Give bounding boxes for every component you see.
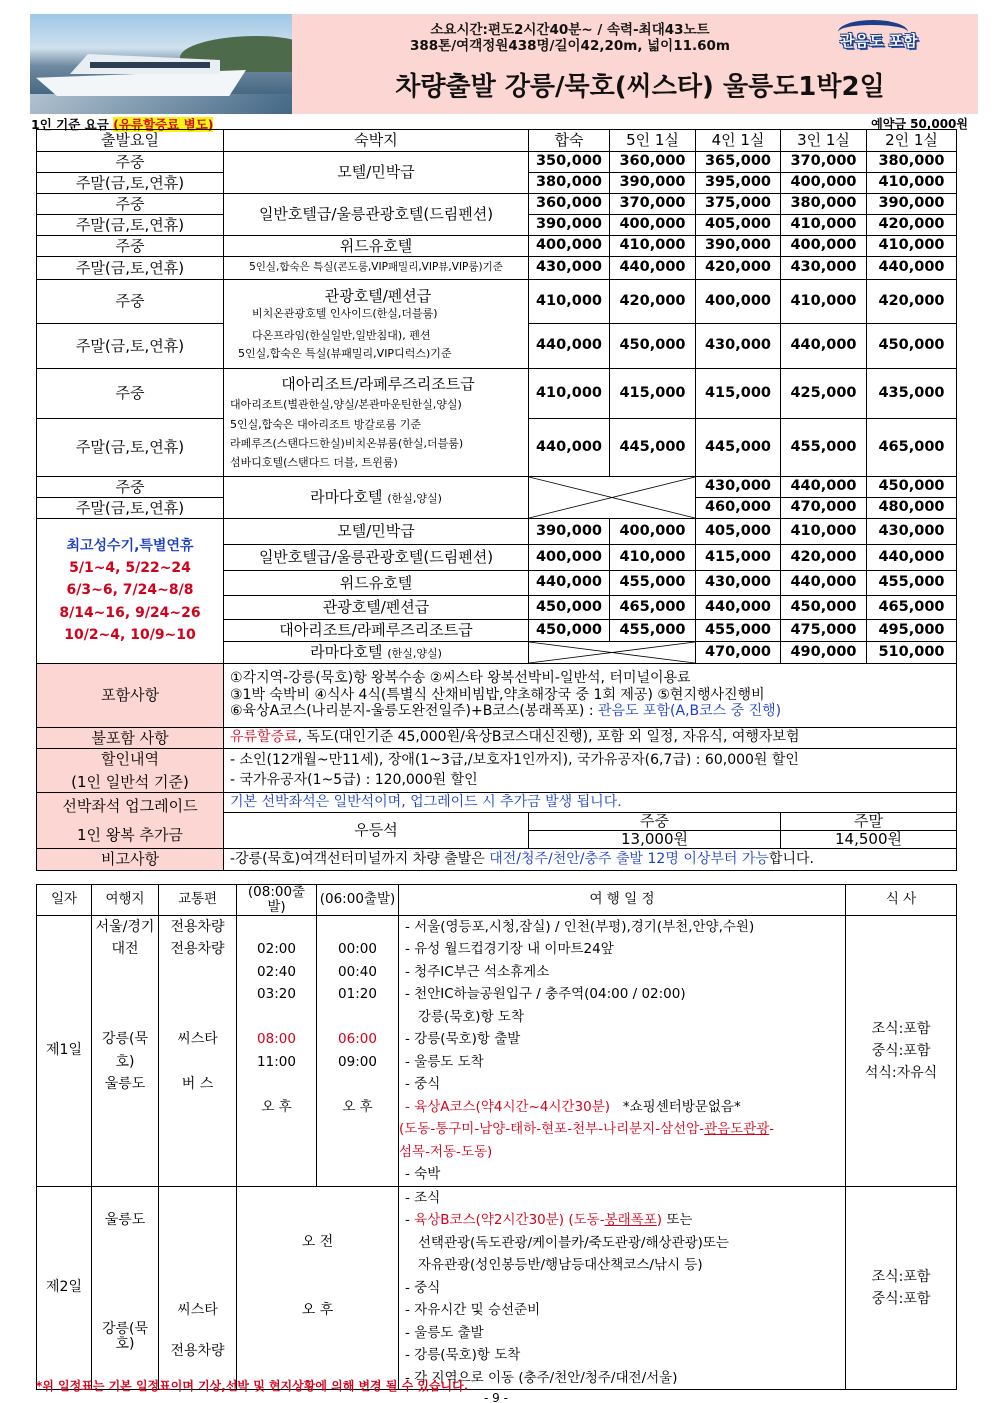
table-row: 주중 모텔/민박급 350,000 360,000 365,000 370,000 380,000 [37,152,957,173]
time-0800-column: 02:00 02:40 03:20 08:00 11:00 오 후 [237,915,317,1186]
lodging-note: 5인실,합숙은 특실(콘도룸,VIP패밀리,VIP뷰,VIP룸)기준 [224,257,529,280]
schedule-day-2 [37,1186,957,1390]
not-available-cross [529,477,696,519]
lodging-name: 모텔/민박급 [224,152,529,194]
itinerary-day-2: - 조식 - 육상B코스(약2시간30분) (도동-봉래폭포) 또는 선택관광(독도관광/케이블카/죽도관광/해상관광)또는 자유관광(성인봉등반/행남등대산책코스/낚시 등) - 중식 - 자유시간 및 승선준비 - 울릉도 출발 - 강릉(묵호)항 도착 - 각 지역으로 이동 (충주/천안/청주/대전/서울) [399,1186,846,1390]
page-number: - 9 - [484,1391,508,1403]
table-row: 주중 라마다호텔 (한실,양실) 430,000 440,000 450,000 [37,477,957,498]
table-row: 관광호텔/펜션급 450,000 465,000 440,000 450,000 465,000 [37,596,957,620]
meals-day-2: 조식:포함 중식:포함 [846,1186,957,1390]
table-row: 주말(금,토,연휴) 460,000 470,000 480,000 [37,498,957,519]
schedule-table [36,884,957,1390]
footnote: *위 일정표는 기본 일정표이며 기상,선박 및 현지상황에 의해 변경 될 수 있습니다. [36,1379,469,1393]
lodging-detail: 관광호텔/펜션급 비치온관광호텔 인사이드(한실,더블룸) 다온프라임(한실일반,일반침대), 펜션 5인실,합숙은 특실(뷰패밀리,VIP디럭스)기준 [224,280,529,369]
included-label: 포함사항 [37,664,224,728]
time-0600-column: 00:00 00:40 01:20 06:00 09:00 오 후 [317,915,399,1186]
fuel-surcharge-note: (유류할증료 별도) [113,117,214,132]
places-column: 울릉도 강릉(묵호) [92,1186,159,1390]
day-label: 제2일 [37,1186,92,1390]
remarks-label: 비고사항 [37,849,224,871]
itinerary-day-1: - 서울(영등포,시청,잠실) / 인천(부평),경기(부천,안양,수원) - 유성 월드컵경기장 내 이마트24앞 - 청주IC부근 석소휴게소 - 천안IC하늘공원입구 / 충주역(04:00 / 02:00) 강릉(묵호)항 도착 - 강릉(묵호)항 출발 - 울릉도 도착 - 중식 - 육상A코스(약4시간~4시간30분) *쇼핑센터방문없음* (도동-통구미-남양-태하-현포-천부-나리분지-삼선암-관음도관광- 섬목-저동-도동) - 숙박 [399,915,846,1186]
transport-column: 씨스타 전용차량 [159,1186,237,1390]
seat-upgrade-row [37,793,957,813]
places-column: 서울/경기 대전 강릉(묵호) 울릉도 [92,915,159,1186]
fare-basis: 1인 기준 요금 (유류할증료 별도) [31,117,214,132]
price-table [36,129,957,871]
excluded-label: 불포함 사항 [37,728,224,749]
discount-row [37,749,957,793]
price-header-row: 출발요일 숙박지 합숙 5인 1실 4인 1실 3인 1실 2인 1실 [37,130,957,152]
included-items: ①각지역-강릉(묵호)항 왕복수송 ②씨스타 왕복선박비-일반석, 터미널이용료 ③1박 숙박비 ④식사 4식(특별식 산채비빔밥,약초해장국 중 1회 제공) ⑤현지행사진행비 ⑥육상A코스(나리분지-울릉도완전일주)+B코스(봉래폭포) : 관음도 포함(A,B코스 중 진행) [224,664,957,728]
excluded-items: 유류할증료, 독도(대인기준 45,000원/육상B코스대신진행), 포함 외 일정, 자유식, 여행자보험 [224,728,957,749]
remarks-text: -강릉(묵호)여객선터미널까지 차량 출발은 대전/청주/천안/충주 출발 12명 이상부터 가능합니다. [224,849,957,871]
ship-spec-line-1: 소요시간:편도2시간40분~ / 속력-최대43노트 [430,22,710,38]
header-banner [30,14,978,114]
lodging-name: 라마다호텔 (한실,양실) [224,477,529,519]
day-label: 제1일 [37,915,92,1186]
lodging-name: 라마다호텔 (한실,양실) [224,642,529,664]
time-of-day: 오 전 오 후 [237,1186,399,1390]
included-row [37,664,957,728]
remarks-row [37,849,957,871]
table-row: 주중 대아리조트/라페루즈리조트급 대아리조트(별관한실,양실/본관마운틴한실,양실) 5인실,합숙은 대아리조트 방갈로룸 기준 라페루즈(스탠다드한실)비치온뷰룸(한실,더블룸) 섬바디호텔(스탠다드 더블, 트윈룸) 410,000 415,000 415,000 425,000 435,000 [37,369,957,419]
seat-upgrade-note: 기본 선박좌석은 일반석이며, 업그레이드 시 추가금 발생 됩니다. [224,793,957,813]
meals-day-1: 조식:포함 중식:포함 석식:자유식 [846,915,957,1186]
peak-season-dates: 최고성수기,특별연휴 5/1~4, 5/22~24 6/3~6, 7/24~8/8 8/14~16, 9/24~26 10/2~4, 10/9~10 [37,519,224,664]
excluded-row [37,728,957,749]
seat-upgrade-label: 선박좌석 업그레이드 1인 왕복 추가금 [37,793,224,849]
brand-logo: 관음도 포함 [830,20,970,50]
page-title: 차량출발 강릉/묵호(씨스타) 울릉도1박2일 [395,72,885,102]
table-row: 주말(금,토,연휴) 380,000 390,000 395,000 400,000 410,000 [37,173,957,194]
table-row: 일반호텔급/울릉관광호텔(드림펜션) 400,000 410,000 415,000 420,000 440,000 [37,545,957,571]
seat-upgrade-row: 13,000원 14,500원 [37,831,957,849]
lodging-detail: 대아리조트/라페루즈리조트급 대아리조트(별관한실,양실/본관마운틴한실,양실) 5인실,합숙은 대아리조트 방갈로룸 기준 라페루즈(스탠다드한실)비치온뷰룸(한실,더블룸) 섬바디호텔(스탠다드 더블, 트윈룸) [224,369,529,477]
table-row: 주중 위드유호텔 400,000 410,000 390,000 400,000 410,000 [37,236,957,257]
table-row: 주말(금,토,연휴) 440,000 450,000 430,000 440,000 450,000 [37,324,957,369]
table-row: 주말(금,토,연휴) 390,000 400,000 405,000 410,000 420,000 [37,215,957,236]
schedule-day-1 [37,915,957,1186]
table-row: 대아리조트/라페루즈리조트급 450,000 455,000 455,000 475,000 495,000 [37,620,957,642]
transport-column: 전용차량 전용차량 씨스타 버 스 [159,915,237,1186]
table-row: 주중 일반호텔급/울릉관광호텔(드림펜션) 360,000 370,000 375,000 380,000 390,000 [37,194,957,215]
schedule-header-row: 일자 여행지 교통편 (08:00출발) (06:00출발) 여 행 일 정 식 사 [37,885,957,916]
seat-upgrade-row: 우등석 주중 주말 [37,813,957,831]
table-row: 최고성수기,특별연휴 5/1~4, 5/22~24 6/3~6, 7/24~8/8 8/14~16, 9/24~26 10/2~4, 10/9~10 모텔/민박급 390,000 400,000 405,000 410,000 430,000 [37,519,957,545]
discount-items: - 소인(12개월~만11세), 장애(1~3급,/보호자1인까지), 국가유공자(6,7급) : 60,000원 할인 - 국가유공자(1~5급) : 120,000원 할인 [224,749,957,793]
table-row: 주말(금,토,연휴) 5인실,합숙은 특실(콘도룸,VIP패밀리,VIP뷰,VIP룸)기준 430,000 440,000 420,000 430,000 440,000 [37,257,957,280]
table-row: 위드유호텔 440,000 455,000 430,000 440,000 455,000 [37,571,957,596]
discount-label: 할인내역 (1인 일반석 기준) [37,749,224,793]
lodging-name: 위드유호텔 [224,236,529,257]
not-available-cross [529,642,696,664]
table-row: 라마다호텔 (한실,양실) 470,000 490,000 510,000 [37,642,957,664]
deposit-amount: 예약금 50,000원 [871,117,968,131]
table-row: 주말(금,토,연휴) 440,000 445,000 445,000 455,000 465,000 [37,419,957,477]
lodging-name: 일반호텔급/울릉관광호텔(드림펜션) [224,194,529,236]
ferry-photo [30,14,292,114]
table-row: 주중 관광호텔/펜션급 비치온관광호텔 인사이드(한실,더블룸) 다온프라임(한실일반,일반침대), 펜션 5인실,합숙은 특실(뷰패밀리,VIP디럭스)기준 410,000 420,000 400,000 410,000 420,000 [37,280,957,324]
ship-spec-line-2: 388톤/여객정원438명/길이42,20m, 넓이11.60m [410,38,730,54]
